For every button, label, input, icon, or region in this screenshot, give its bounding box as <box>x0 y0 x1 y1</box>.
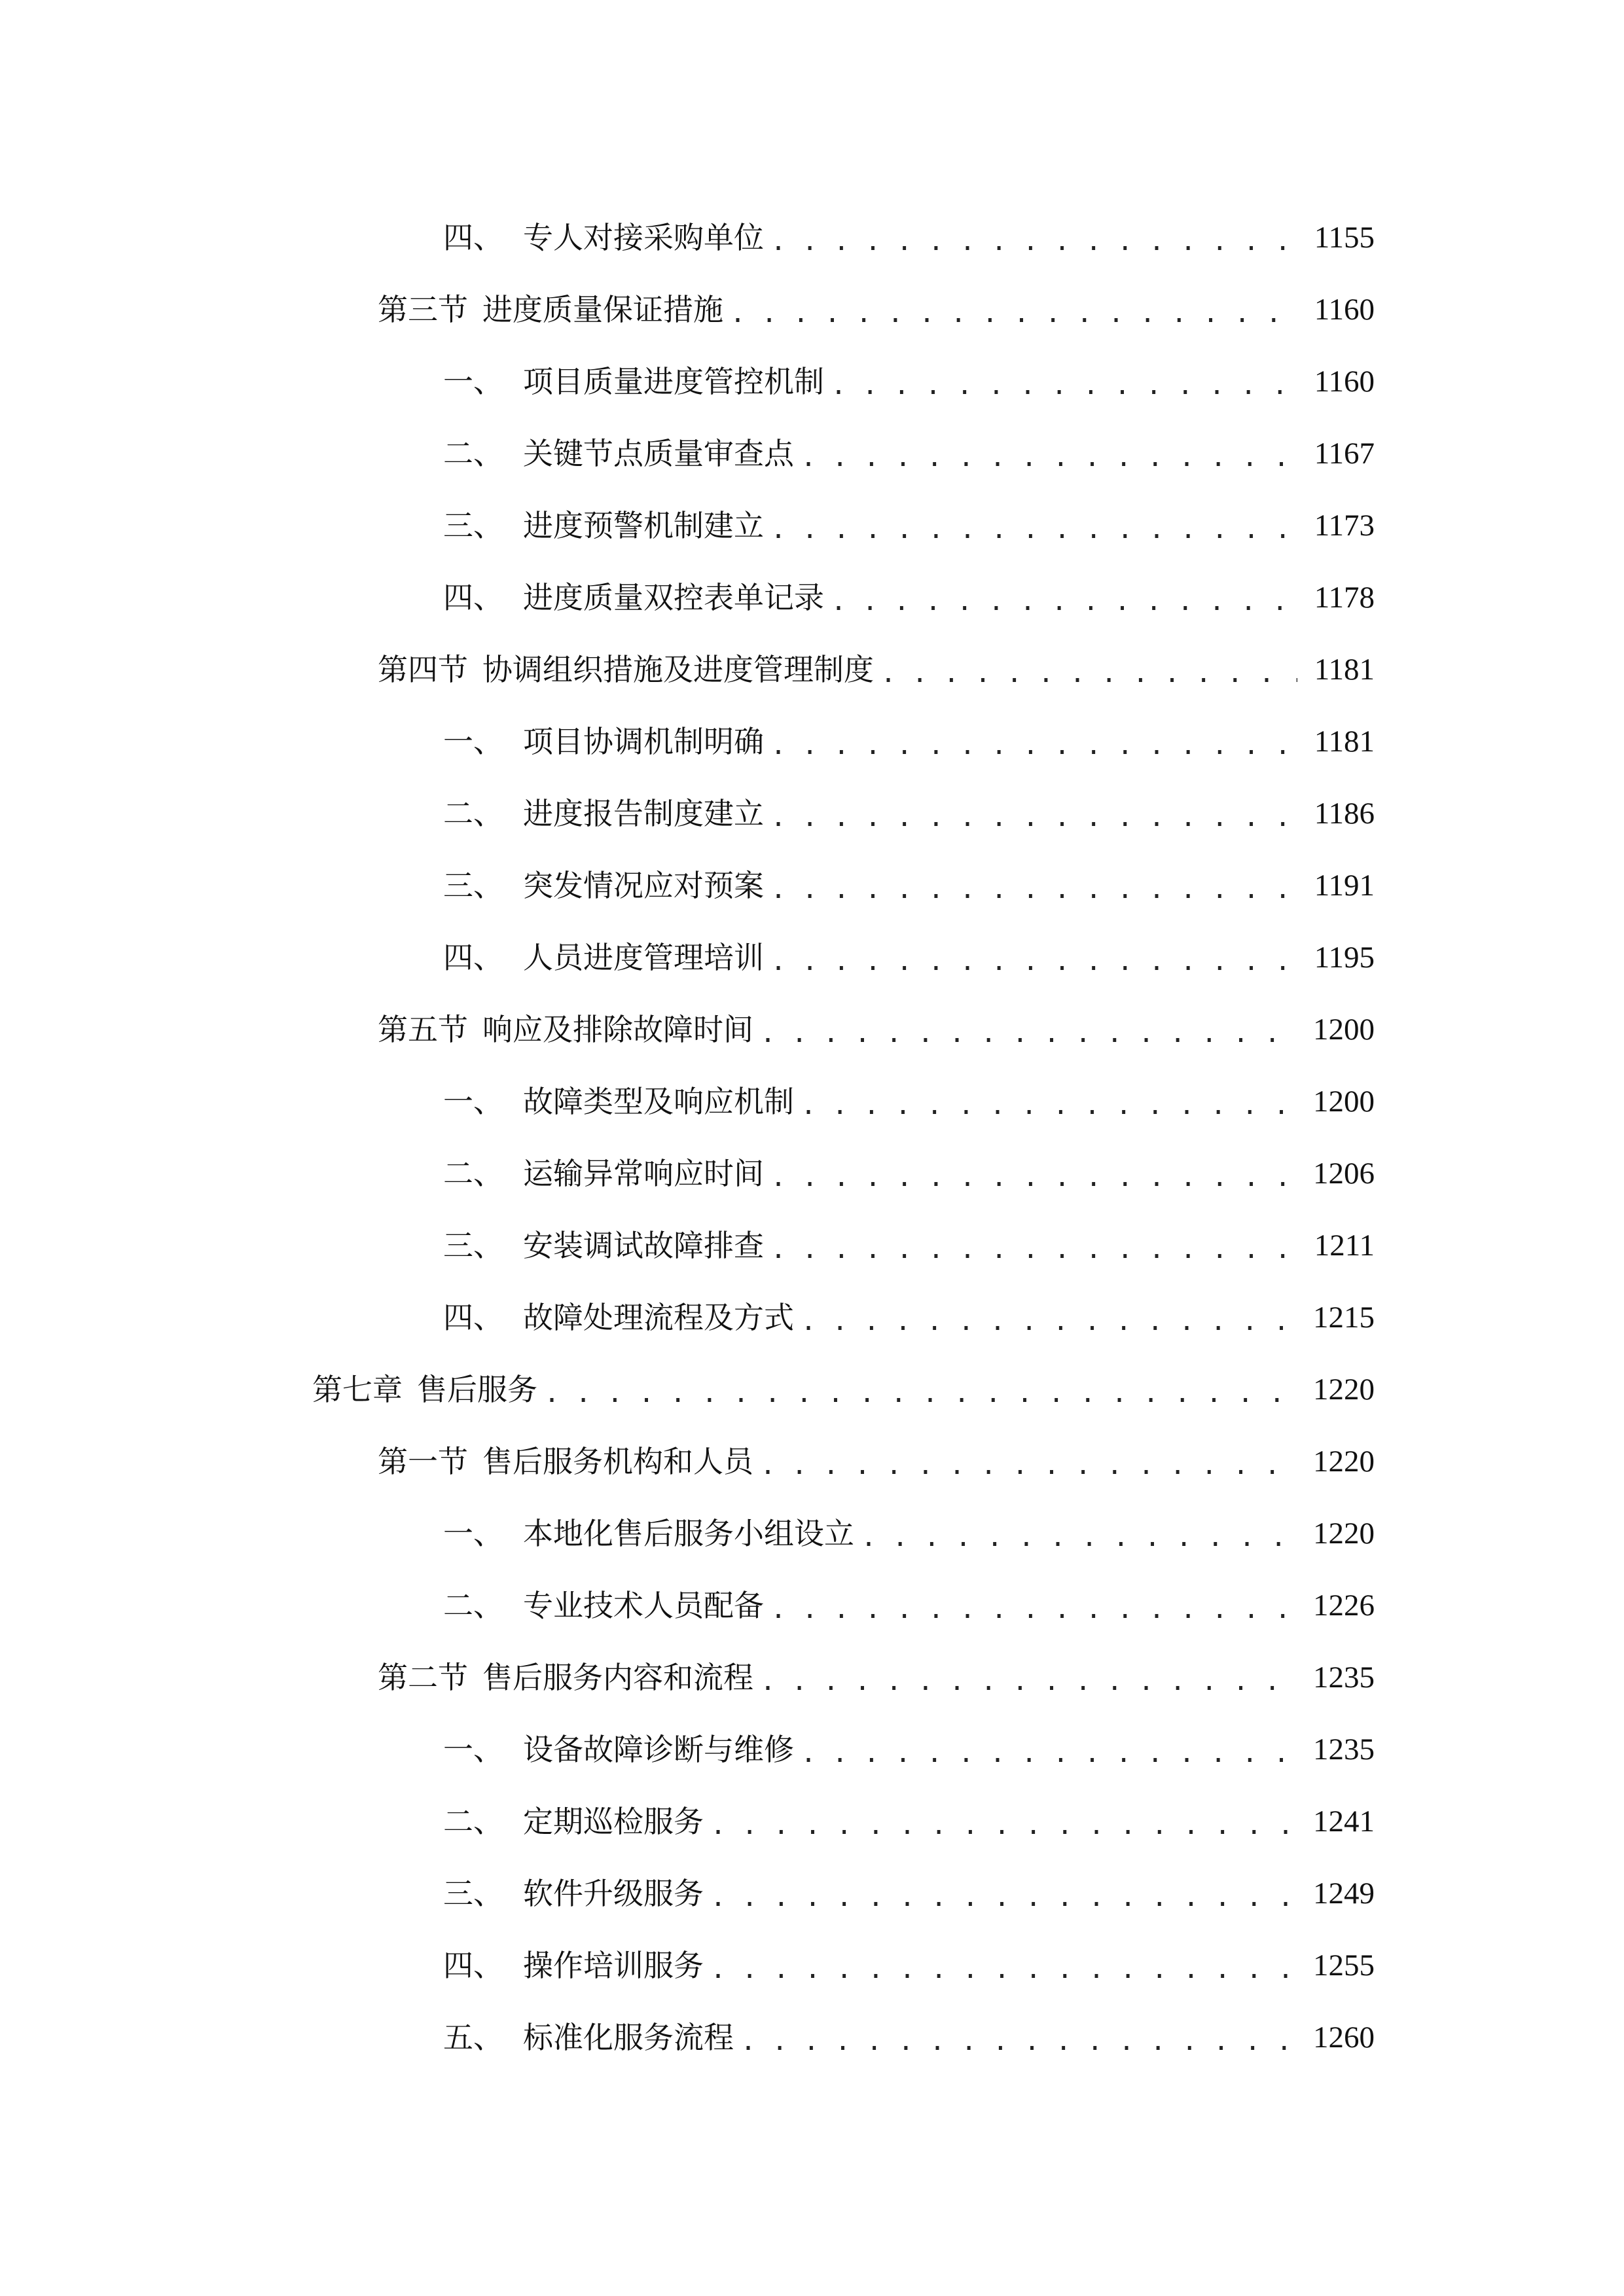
toc-entry[interactable] <box>0 1138 1624 1210</box>
toc-entry-page: 1200 <box>1313 1012 1375 1047</box>
toc-entry-number: 四、 <box>443 1948 503 1983</box>
toc-entry-page: 1178 <box>1314 580 1375 615</box>
toc-entry-number: 二、 <box>443 1156 503 1191</box>
dot-leader <box>831 588 1297 615</box>
toc-entry-number: 第七章 <box>312 1372 403 1407</box>
toc-entry[interactable] <box>0 1066 1624 1138</box>
toc-entry-number: 四、 <box>443 580 503 615</box>
dot-leader <box>760 1020 1297 1047</box>
toc-entry-number: 第二节 <box>378 1660 468 1695</box>
toc-entry-page: 1226 <box>1313 1588 1375 1623</box>
toc-entry-title: 故障类型及响应机制 <box>523 1084 794 1119</box>
toc-entry-page: 1220 <box>1313 1444 1375 1479</box>
toc-entry[interactable] <box>0 1210 1624 1282</box>
toc-entry-page: 1249 <box>1313 1876 1375 1910</box>
dot-leader <box>801 1092 1297 1119</box>
dot-leader <box>770 1164 1297 1191</box>
toc-entry-number: 四、 <box>443 940 503 975</box>
toc-entry-number: 四、 <box>443 1300 503 1335</box>
toc-entry-title: 进度预警机制建立 <box>523 508 764 543</box>
toc-entry-title: 本地化售后服务小组设立 <box>523 1516 854 1551</box>
toc-entry[interactable] <box>0 850 1624 922</box>
toc-entry-title: 安装调试故障排查 <box>523 1228 764 1263</box>
toc-entry[interactable] <box>0 922 1624 994</box>
dot-leader <box>801 1740 1297 1767</box>
toc-entry-title: 运输异常响应时间 <box>523 1156 764 1191</box>
toc-entry-number: 第三节 <box>378 292 468 327</box>
toc-entry-title: 标准化服务流程 <box>523 2020 734 2055</box>
toc-entry-title: 定期巡检服务 <box>523 1804 704 1839</box>
dot-leader <box>801 444 1297 471</box>
toc-entry-title: 响应及排除故障时间 <box>482 1012 753 1047</box>
toc-entry-number: 五、 <box>443 2020 503 2055</box>
toc-entry-page: 1173 <box>1314 508 1375 543</box>
dot-leader <box>831 372 1297 399</box>
toc-entry[interactable] <box>0 1354 1624 1426</box>
toc-entry-number: 二、 <box>443 1588 503 1623</box>
dot-leader <box>770 732 1297 759</box>
toc-entry-number: 三、 <box>443 508 503 543</box>
toc-entry-number: 二、 <box>443 796 503 831</box>
toc-entry-page: 1167 <box>1314 436 1375 471</box>
toc-entry-number: 二、 <box>443 1804 503 1839</box>
toc-entry[interactable] <box>0 1426 1624 1498</box>
toc-entry-title: 售后服务 <box>417 1372 537 1407</box>
toc-entry-title: 进度报告制度建立 <box>523 796 764 831</box>
toc-entry[interactable] <box>0 1857 1624 1929</box>
toc-entry-title: 人员进度管理培训 <box>523 940 764 975</box>
dot-leader <box>770 804 1297 831</box>
toc-entry[interactable] <box>0 1713 1624 1785</box>
toc-entry-page: 1181 <box>1314 724 1375 759</box>
toc-entry[interactable] <box>0 1785 1624 1857</box>
toc-entry[interactable] <box>0 490 1624 562</box>
toc-entry[interactable] <box>0 634 1624 706</box>
toc-entry-title: 故障处理流程及方式 <box>523 1300 794 1335</box>
toc-entry-title: 设备故障诊断与维修 <box>523 1732 794 1767</box>
toc-entry-page: 1220 <box>1313 1516 1375 1551</box>
dot-leader <box>770 1596 1297 1623</box>
toc-entry-number: 第五节 <box>378 1012 468 1047</box>
toc-entry-title: 售后服务内容和流程 <box>482 1660 753 1695</box>
toc-entry-page: 1160 <box>1314 364 1375 399</box>
toc-entry-number: 三、 <box>443 1876 503 1911</box>
toc-entry-page: 1181 <box>1314 652 1375 687</box>
toc-entry-page: 1206 <box>1313 1156 1375 1191</box>
toc-entry-page: 1215 <box>1313 1300 1375 1335</box>
dot-leader <box>710 1812 1297 1839</box>
toc-entry-page: 1160 <box>1314 292 1375 327</box>
toc-entry[interactable] <box>0 778 1624 850</box>
toc-entry-number: 一、 <box>443 1732 503 1767</box>
dot-leader <box>880 660 1297 687</box>
toc-entry-title: 突发情况应对预案 <box>523 868 764 903</box>
dot-leader <box>770 516 1297 543</box>
toc-entry-number: 第四节 <box>378 652 468 687</box>
toc-entry-page: 1220 <box>1313 1372 1375 1407</box>
toc-entry-number: 四、 <box>443 220 503 255</box>
toc-entry-title: 协调组织措施及进度管理制度 <box>482 652 874 687</box>
toc-entry[interactable] <box>0 706 1624 778</box>
toc-entry-title: 进度质量双控表单记录 <box>523 580 824 615</box>
toc-entry[interactable] <box>0 346 1624 418</box>
toc-entry-title: 项目质量进度管控机制 <box>523 364 824 399</box>
toc-entry[interactable] <box>0 1929 1624 2001</box>
dot-leader <box>801 1308 1297 1335</box>
toc-entry-number: 第一节 <box>378 1444 468 1479</box>
toc-entry-page: 1195 <box>1314 940 1375 975</box>
toc-entry-page: 1186 <box>1314 796 1375 831</box>
toc-entry-page: 1235 <box>1313 1732 1375 1767</box>
dot-leader <box>760 1452 1297 1479</box>
toc-entry-title: 软件升级服务 <box>523 1876 704 1911</box>
toc-entry-number: 一、 <box>443 364 503 399</box>
dot-leader <box>710 1884 1297 1910</box>
dot-leader <box>770 876 1297 903</box>
toc-entry-title: 项目协调机制明确 <box>523 724 764 759</box>
dot-leader <box>760 1668 1297 1695</box>
toc-entry[interactable] <box>0 1282 1624 1354</box>
toc-entry-number: 二、 <box>443 436 503 471</box>
toc-entry-page: 1255 <box>1313 1948 1375 1982</box>
dot-leader <box>544 1380 1297 1407</box>
toc-entry[interactable] <box>0 202 1624 274</box>
dot-leader <box>710 1956 1297 1982</box>
dot-leader <box>740 2028 1297 2054</box>
toc-entry-number: 一、 <box>443 1516 503 1551</box>
toc-entry[interactable] <box>0 1570 1624 1641</box>
dot-leader <box>770 1236 1297 1263</box>
toc-entry-page: 1155 <box>1314 220 1375 255</box>
toc-entry-title: 操作培训服务 <box>523 1948 704 1983</box>
toc-entry-number: 一、 <box>443 724 503 759</box>
toc-entry[interactable] <box>0 2001 1624 2073</box>
toc-entry[interactable] <box>0 418 1624 490</box>
toc-entry-title: 进度质量保证措施 <box>482 292 723 327</box>
toc-entry[interactable] <box>0 274 1624 346</box>
dot-leader <box>770 948 1297 975</box>
toc-entry-page: 1241 <box>1313 1804 1375 1839</box>
toc-entry-page: 1260 <box>1313 2020 1375 2054</box>
dot-leader <box>730 300 1297 327</box>
dot-leader <box>770 228 1297 255</box>
toc-entry[interactable] <box>0 994 1624 1066</box>
toc-entry-title: 售后服务机构和人员 <box>482 1444 753 1479</box>
toc-entry[interactable] <box>0 1498 1624 1570</box>
toc-entry-page: 1211 <box>1314 1228 1375 1263</box>
toc-entry-title: 专业技术人员配备 <box>523 1588 764 1623</box>
toc-entry-number: 三、 <box>443 1228 503 1263</box>
toc-entry-title: 关键节点质量审查点 <box>523 436 794 471</box>
toc-entry-page: 1200 <box>1313 1084 1375 1119</box>
toc-entry[interactable] <box>0 1641 1624 1713</box>
toc-entry[interactable] <box>0 562 1624 634</box>
toc-entry-number: 三、 <box>443 868 503 903</box>
dot-leader <box>861 1524 1297 1551</box>
toc-entry-page: 1235 <box>1313 1660 1375 1695</box>
toc-entry-page: 1191 <box>1314 868 1375 903</box>
toc-entry-number: 一、 <box>443 1084 503 1119</box>
toc-entry-title: 专人对接采购单位 <box>523 220 764 255</box>
